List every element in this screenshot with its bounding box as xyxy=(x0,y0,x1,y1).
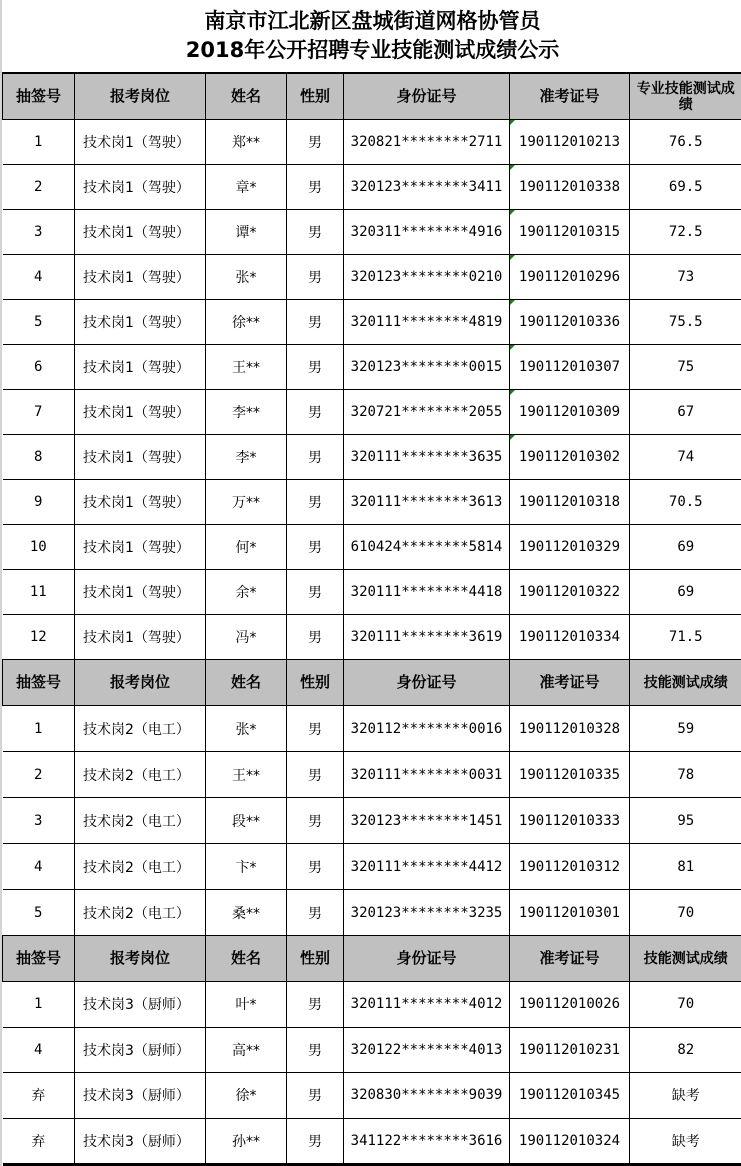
column-header[interactable]: 性别 xyxy=(287,660,344,706)
score-cell[interactable]: 81 xyxy=(630,844,741,890)
id-number-cell[interactable]: 320111********3613 xyxy=(344,480,510,525)
ticket-number-cell[interactable]: 190112010302 xyxy=(510,435,630,480)
score-cell[interactable]: 72.5 xyxy=(630,210,741,255)
column-header[interactable]: 抽签号 xyxy=(3,73,75,120)
name-cell[interactable]: 王** xyxy=(206,752,287,798)
id-number-cell[interactable]: 320123********0015 xyxy=(344,345,510,390)
id-number-cell[interactable]: 320821********2711 xyxy=(344,120,510,165)
ticket-number-cell[interactable]: 190112010231 xyxy=(510,1027,630,1073)
table-row xyxy=(3,752,741,798)
ticket-number-cell[interactable]: 190112010213 xyxy=(510,120,630,165)
gender-cell[interactable]: 男 xyxy=(287,480,344,525)
score-cell[interactable]: 73 xyxy=(630,255,741,300)
name-cell[interactable]: 李** xyxy=(206,390,287,435)
position-cell[interactable]: 技术岗1（驾驶） xyxy=(75,480,206,525)
draw-number-cell[interactable]: 2 xyxy=(3,165,75,210)
table-row xyxy=(3,525,741,570)
id-number-cell[interactable]: 320111********3619 xyxy=(344,615,510,660)
table-row xyxy=(3,1073,741,1119)
id-number-cell[interactable]: 320123********0210 xyxy=(344,255,510,300)
name-cell[interactable]: 王** xyxy=(206,345,287,390)
draw-number-cell[interactable]: 5 xyxy=(3,890,75,936)
ticket-number-cell[interactable]: 190112010328 xyxy=(510,706,630,752)
gender-cell[interactable]: 男 xyxy=(287,1073,344,1119)
id-number-cell[interactable]: 320721********2055 xyxy=(344,390,510,435)
table-row xyxy=(3,982,741,1028)
column-header-score[interactable]: 技能测试成绩 xyxy=(630,936,741,982)
gender-cell[interactable]: 男 xyxy=(287,210,344,255)
ticket-number-cell[interactable]: 190112010026 xyxy=(510,982,630,1028)
ticket-number-cell[interactable]: 190112010309 xyxy=(510,390,630,435)
column-header[interactable]: 抽签号 xyxy=(3,660,75,706)
score-cell[interactable]: 70.5 xyxy=(630,480,741,525)
id-number-cell[interactable]: 320311********4916 xyxy=(344,210,510,255)
score-cell[interactable]: 71.5 xyxy=(630,615,741,660)
table-row xyxy=(3,165,741,210)
position-cell[interactable]: 技术岗1（驾驶） xyxy=(75,615,206,660)
gender-cell[interactable]: 男 xyxy=(287,120,344,165)
draw-number-cell[interactable]: 1 xyxy=(3,706,75,752)
draw-number-cell[interactable]: 1 xyxy=(3,982,75,1028)
column-header[interactable]: 姓名 xyxy=(206,936,287,982)
gender-cell[interactable]: 男 xyxy=(287,1118,344,1165)
table-row xyxy=(3,844,741,890)
ticket-number-cell[interactable]: 190112010315 xyxy=(510,210,630,255)
gender-cell[interactable]: 男 xyxy=(287,165,344,210)
name-cell[interactable]: 余* xyxy=(206,570,287,615)
id-number-cell[interactable]: 320111********0031 xyxy=(344,752,510,798)
gender-cell[interactable]: 男 xyxy=(287,752,344,798)
id-number-cell[interactable]: 320123********3235 xyxy=(344,890,510,936)
column-header[interactable]: 姓名 xyxy=(206,660,287,706)
position-cell[interactable]: 技术岗1（驾驶） xyxy=(75,345,206,390)
column-header[interactable]: 报考岗位 xyxy=(75,936,206,982)
position-cell[interactable]: 技术岗3（厨师） xyxy=(75,1118,206,1165)
id-number-cell[interactable]: 320111********4819 xyxy=(344,300,510,345)
gender-cell[interactable]: 男 xyxy=(287,435,344,480)
table-row xyxy=(3,300,741,345)
id-number-cell[interactable]: 320111********4012 xyxy=(344,982,510,1028)
title-line-2: 2018年公开招聘专业技能测试成绩公示 xyxy=(185,38,560,62)
score-cell[interactable]: 59 xyxy=(630,706,741,752)
draw-number-cell[interactable]: 3 xyxy=(3,798,75,844)
page-title xyxy=(2,0,741,72)
score-cell[interactable]: 78 xyxy=(630,752,741,798)
id-number-cell[interactable]: 341122********3616 xyxy=(344,1118,510,1165)
gender-cell[interactable]: 男 xyxy=(287,570,344,615)
table-row xyxy=(3,570,741,615)
table-row xyxy=(3,120,741,165)
ticket-number-cell[interactable]: 190112010318 xyxy=(510,480,630,525)
gender-cell[interactable]: 男 xyxy=(287,615,344,660)
name-cell[interactable]: 谭* xyxy=(206,210,287,255)
score-cell[interactable]: 67 xyxy=(630,390,741,435)
ticket-number-cell[interactable]: 190112010301 xyxy=(510,890,630,936)
id-number-cell[interactable]: 610424********5814 xyxy=(344,525,510,570)
column-header[interactable]: 报考岗位 xyxy=(75,660,206,706)
gender-cell[interactable]: 男 xyxy=(287,255,344,300)
table-row xyxy=(3,1118,741,1165)
column-header[interactable]: 性别 xyxy=(287,73,344,120)
column-header[interactable]: 姓名 xyxy=(206,73,287,120)
id-number-cell[interactable]: 320122********4013 xyxy=(344,1027,510,1073)
draw-number-cell[interactable]: 11 xyxy=(3,570,75,615)
position-cell[interactable]: 技术岗1（驾驶） xyxy=(75,300,206,345)
draw-number-cell[interactable]: 弃 xyxy=(3,1073,75,1119)
ticket-number-cell[interactable]: 190112010307 xyxy=(510,345,630,390)
name-cell[interactable]: 张* xyxy=(206,706,287,752)
id-number-cell[interactable]: 320111********4418 xyxy=(344,570,510,615)
position-cell[interactable]: 技术岗1（驾驶） xyxy=(75,570,206,615)
score-cell[interactable]: 70 xyxy=(630,982,741,1028)
id-number-cell[interactable]: 320830********9039 xyxy=(344,1073,510,1119)
column-header[interactable]: 抽签号 xyxy=(3,936,75,982)
name-cell[interactable]: 高** xyxy=(206,1027,287,1073)
position-cell[interactable]: 技术岗1（驾驶） xyxy=(75,210,206,255)
ticket-number-cell[interactable]: 190112010333 xyxy=(510,798,630,844)
id-number-cell[interactable]: 320111********3635 xyxy=(344,435,510,480)
ticket-number-cell[interactable]: 190112010312 xyxy=(510,844,630,890)
draw-number-cell[interactable]: 1 xyxy=(3,120,75,165)
draw-number-cell[interactable]: 2 xyxy=(3,752,75,798)
table-row xyxy=(3,210,741,255)
draw-number-cell[interactable]: 5 xyxy=(3,300,75,345)
draw-number-cell[interactable]: 7 xyxy=(3,390,75,435)
position-cell[interactable]: 技术岗1（驾驶） xyxy=(75,390,206,435)
position-cell[interactable]: 技术岗1（驾驶） xyxy=(75,435,206,480)
ticket-number-cell[interactable]: 190112010345 xyxy=(510,1073,630,1119)
table-row xyxy=(3,798,741,844)
column-header-score[interactable]: 技能测试成绩 xyxy=(630,660,741,706)
draw-number-cell[interactable]: 8 xyxy=(3,435,75,480)
score-cell[interactable]: 75 xyxy=(630,345,741,390)
header-row xyxy=(3,936,741,982)
gender-cell[interactable]: 男 xyxy=(287,890,344,936)
ticket-number-cell[interactable]: 190112010322 xyxy=(510,570,630,615)
table-row xyxy=(3,390,741,435)
position-cell[interactable]: 技术岗1（驾驶） xyxy=(75,255,206,300)
ticket-number-cell[interactable]: 190112010324 xyxy=(510,1118,630,1165)
position-cell[interactable]: 技术岗1（驾驶） xyxy=(75,525,206,570)
name-cell[interactable]: 徐** xyxy=(206,300,287,345)
position-cell[interactable]: 技术岗3（厨师） xyxy=(75,982,206,1028)
ticket-number-cell[interactable]: 190112010338 xyxy=(510,165,630,210)
column-header[interactable]: 身份证号 xyxy=(344,73,510,120)
id-number-cell[interactable]: 320123********1451 xyxy=(344,798,510,844)
column-header[interactable]: 性别 xyxy=(287,936,344,982)
column-header[interactable]: 准考证号 xyxy=(510,73,630,120)
column-header[interactable]: 身份证号 xyxy=(344,660,510,706)
gender-cell[interactable]: 男 xyxy=(287,390,344,435)
table-row xyxy=(3,255,741,300)
header-row xyxy=(3,73,741,120)
table-row xyxy=(3,345,741,390)
column-header[interactable]: 身份证号 xyxy=(344,936,510,982)
table-row xyxy=(3,480,741,525)
score-cell[interactable]: 75.5 xyxy=(630,300,741,345)
table-row xyxy=(3,890,741,936)
ticket-number-cell[interactable]: 190112010334 xyxy=(510,615,630,660)
score-cell[interactable]: 69.5 xyxy=(630,165,741,210)
score-cell[interactable]: 82 xyxy=(630,1027,741,1073)
draw-number-cell[interactable]: 弃 xyxy=(3,1118,75,1165)
name-cell[interactable]: 段** xyxy=(206,798,287,844)
score-cell[interactable]: 76.5 xyxy=(630,120,741,165)
results-table xyxy=(2,72,741,1166)
draw-number-cell[interactable]: 12 xyxy=(3,615,75,660)
header-row xyxy=(3,660,741,706)
table-row xyxy=(3,1027,741,1073)
name-cell[interactable]: 孙** xyxy=(206,1118,287,1165)
position-cell[interactable]: 技术岗2（电工） xyxy=(75,844,206,890)
gender-cell[interactable]: 男 xyxy=(287,798,344,844)
position-cell[interactable]: 技术岗2（电工） xyxy=(75,706,206,752)
score-cell[interactable]: 70 xyxy=(630,890,741,936)
position-cell[interactable]: 技术岗1（驾驶） xyxy=(75,165,206,210)
position-cell[interactable]: 技术岗2（电工） xyxy=(75,890,206,936)
gender-cell[interactable]: 男 xyxy=(287,345,344,390)
gender-cell[interactable]: 男 xyxy=(287,300,344,345)
ticket-number-cell[interactable]: 190112010336 xyxy=(510,300,630,345)
name-cell[interactable]: 桑** xyxy=(206,890,287,936)
score-cell[interactable]: 缺考 xyxy=(630,1118,741,1165)
position-cell[interactable]: 技术岗2（电工） xyxy=(75,798,206,844)
gender-cell[interactable]: 男 xyxy=(287,706,344,752)
score-cell[interactable]: 95 xyxy=(630,798,741,844)
id-number-cell[interactable]: 320111********4412 xyxy=(344,844,510,890)
gender-cell[interactable]: 男 xyxy=(287,1027,344,1073)
draw-number-cell[interactable]: 4 xyxy=(3,844,75,890)
score-cell[interactable]: 69 xyxy=(630,525,741,570)
name-cell[interactable]: 卞* xyxy=(206,844,287,890)
name-cell[interactable]: 何* xyxy=(206,525,287,570)
name-cell[interactable]: 叶* xyxy=(206,982,287,1028)
column-header[interactable]: 准考证号 xyxy=(510,660,630,706)
id-number-cell[interactable]: 320123********3411 xyxy=(344,165,510,210)
column-header[interactable]: 报考岗位 xyxy=(75,73,206,120)
column-header[interactable]: 准考证号 xyxy=(510,936,630,982)
score-cell[interactable]: 69 xyxy=(630,570,741,615)
column-header-score[interactable]: 专业技能测试成绩 xyxy=(630,73,741,120)
ticket-number-cell[interactable]: 190112010329 xyxy=(510,525,630,570)
gender-cell[interactable]: 男 xyxy=(287,844,344,890)
name-cell[interactable]: 万** xyxy=(206,480,287,525)
draw-number-cell[interactable]: 6 xyxy=(3,345,75,390)
title-line-1: 南京市江北新区盘城街道网格协管员 xyxy=(204,9,541,33)
name-cell[interactable]: 张* xyxy=(206,255,287,300)
ticket-number-cell[interactable]: 190112010296 xyxy=(510,255,630,300)
draw-number-cell[interactable]: 4 xyxy=(3,255,75,300)
id-number-cell[interactable]: 320112********0016 xyxy=(344,706,510,752)
table-row xyxy=(3,615,741,660)
draw-number-cell[interactable]: 4 xyxy=(3,1027,75,1073)
score-cell[interactable]: 74 xyxy=(630,435,741,480)
name-cell[interactable]: 李* xyxy=(206,435,287,480)
name-cell[interactable]: 徐* xyxy=(206,1073,287,1119)
ticket-number-cell[interactable]: 190112010335 xyxy=(510,752,630,798)
draw-number-cell[interactable]: 9 xyxy=(3,480,75,525)
table-row xyxy=(3,435,741,480)
position-cell[interactable]: 技术岗3（厨师） xyxy=(75,1027,206,1073)
gender-cell[interactable]: 男 xyxy=(287,525,344,570)
position-cell[interactable]: 技术岗2（电工） xyxy=(75,752,206,798)
position-cell[interactable]: 技术岗1（驾驶） xyxy=(75,120,206,165)
name-cell[interactable]: 郑** xyxy=(206,120,287,165)
table-row xyxy=(3,706,741,752)
draw-number-cell[interactable]: 3 xyxy=(3,210,75,255)
name-cell[interactable]: 章* xyxy=(206,165,287,210)
position-cell[interactable]: 技术岗3（厨师） xyxy=(75,1073,206,1119)
draw-number-cell[interactable]: 10 xyxy=(3,525,75,570)
name-cell[interactable]: 冯* xyxy=(206,615,287,660)
score-cell[interactable]: 缺考 xyxy=(630,1073,741,1119)
gender-cell[interactable]: 男 xyxy=(287,982,344,1028)
